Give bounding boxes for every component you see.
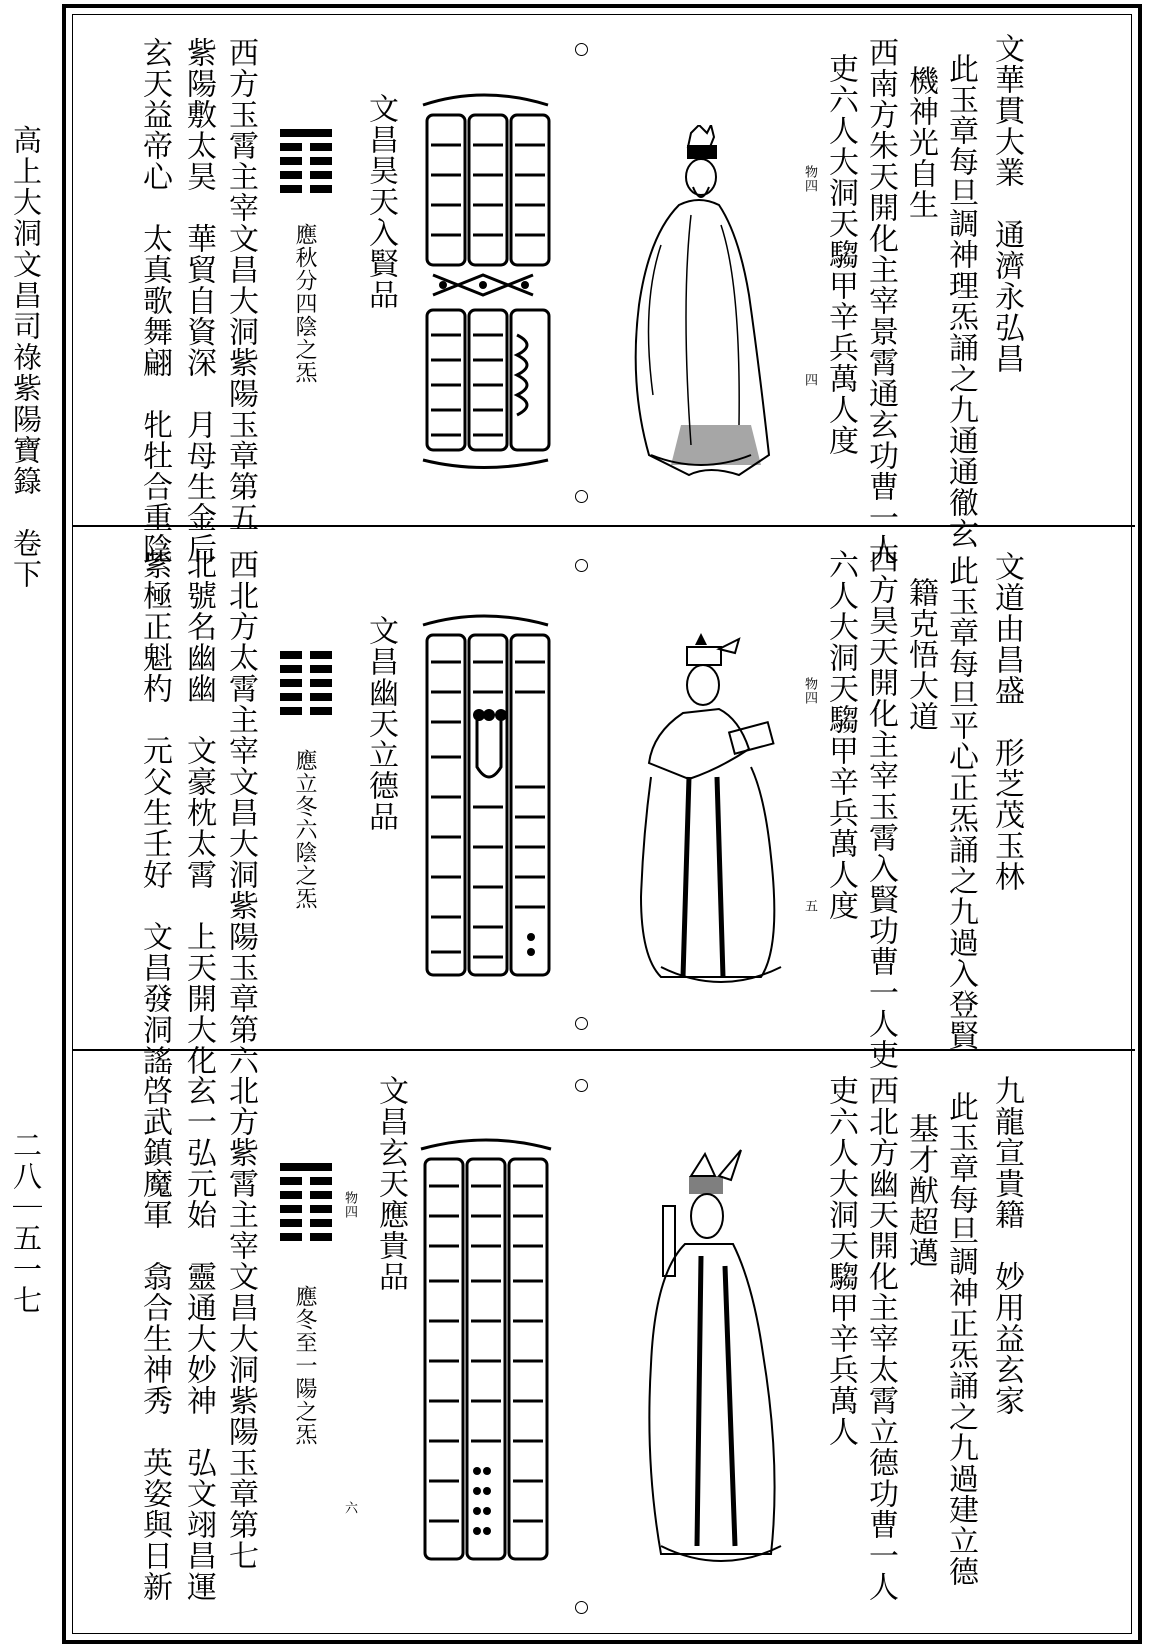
- deity-figure: [621, 627, 791, 997]
- left-text-line-3: 紫極正魁杓 元父生壬好 文昌發洞謠: [137, 549, 172, 1076]
- right-text-line-5: 吏六人大洞天騶甲辛兵萬人: [823, 1075, 858, 1447]
- right-text-line-2: 此玉章每旦調神理炁誦之九通通徹玄: [943, 53, 978, 549]
- binding-hole: [575, 1601, 588, 1614]
- left-text-line-3: 啓武鎮魔軍 翕合生神秀 英姿與日新: [137, 1075, 172, 1602]
- left-text-line-2: 北號名幽幽 文豪枕太霄 上天開大化: [181, 549, 216, 1076]
- binding-hole: [575, 559, 588, 572]
- talisman-seal: [411, 1131, 561, 1576]
- small-note-top: 物四: [342, 1191, 357, 1219]
- trigram-symbol: [278, 1161, 334, 1245]
- right-text-line-1: 文華貫大業 通濟永弘昌: [989, 33, 1024, 374]
- right-text-line-2: 此玉章每旦調神正炁誦之九過建立德: [943, 1091, 978, 1587]
- margin-page-number: 二八｜五一七: [9, 1130, 43, 1316]
- binding-hole: [575, 1017, 588, 1030]
- left-text-line-2: 玄一弘元始 靈通大妙神 弘文翊昌運: [181, 1075, 216, 1602]
- section-title: 文昌玄天應貴品: [373, 1075, 408, 1292]
- right-text-line-1: 九龍宣貴籍 妙用益玄家: [989, 1075, 1024, 1416]
- right-text-line-3: 機神光自生: [903, 65, 938, 220]
- section-title: 文昌幽天立德品: [363, 615, 398, 832]
- page-frame: [62, 4, 1142, 1644]
- small-note-top: 物四: [802, 165, 817, 193]
- section-subtitle: 應立冬六陰之炁: [292, 749, 317, 910]
- small-note-bottom: 六: [342, 1501, 357, 1515]
- left-text-line-1: 北方紫霄主宰文昌大洞紫陽玉章第七: [223, 1075, 258, 1571]
- section-subtitle: 應冬至一陽之炁: [292, 1285, 317, 1446]
- right-text-line-4: 西方昊天開化主宰玉霄入賢功曹一人吏: [863, 543, 898, 1070]
- right-text-line-4: 西北方幽天開化主宰太霄立德功曹一人: [863, 1075, 898, 1602]
- panel-2: [73, 527, 1135, 1076]
- small-note-bottom: 五: [802, 899, 817, 913]
- panel-1: [73, 15, 1135, 564]
- small-note-top: 物四: [802, 677, 817, 705]
- section-subtitle: 應秋分四陰之炁: [292, 223, 317, 384]
- left-text-line-1: 西北方太霄主宰文昌大洞紫陽玉章第六: [223, 549, 258, 1076]
- small-note-bottom: 四: [802, 373, 817, 387]
- left-text-line-1: 西方玉霄主宰文昌大洞紫陽玉章第五: [223, 37, 258, 533]
- binding-hole: [575, 43, 588, 56]
- trigram-symbol: [278, 649, 334, 719]
- right-text-line-3: 籍克悟大道: [903, 577, 938, 732]
- right-text-line-5: 六人大洞天騶甲辛兵萬人度: [823, 549, 858, 921]
- talisman-seal: [413, 85, 558, 470]
- left-text-line-3: 玄天益帝心 太真歌舞翩 牝牡合重陰: [137, 37, 172, 564]
- trigram-symbol: [278, 127, 334, 197]
- left-text-line-2: 紫陽敷太昊 華貿自資深 月母生金后: [181, 37, 216, 564]
- deity-figure: [621, 125, 781, 485]
- deity-figure: [621, 1146, 791, 1576]
- right-text-line-3: 基才猷超邁: [903, 1113, 938, 1268]
- section-title: 文昌昊天入賢品: [363, 93, 398, 310]
- talisman-seal: [413, 607, 558, 997]
- inner-frame: [72, 14, 1132, 1634]
- right-text-line-2: 此玉章每旦平心正炁誦之九過入登賢: [943, 555, 978, 1051]
- margin-book-title: 高上大洞文昌司祿紫陽寶籙 卷下: [9, 125, 43, 590]
- right-text-line-5: 吏六人大洞天騶甲辛兵萬人度: [823, 53, 858, 456]
- right-text-line-4: 西南方朱天開化主宰景霄通玄功曹一人: [863, 37, 898, 564]
- binding-hole: [575, 1079, 588, 1092]
- right-text-line-1: 文道由昌盛 形芝茂玉林: [989, 551, 1024, 892]
- binding-hole: [575, 490, 588, 503]
- panel-3: [73, 1051, 1135, 1641]
